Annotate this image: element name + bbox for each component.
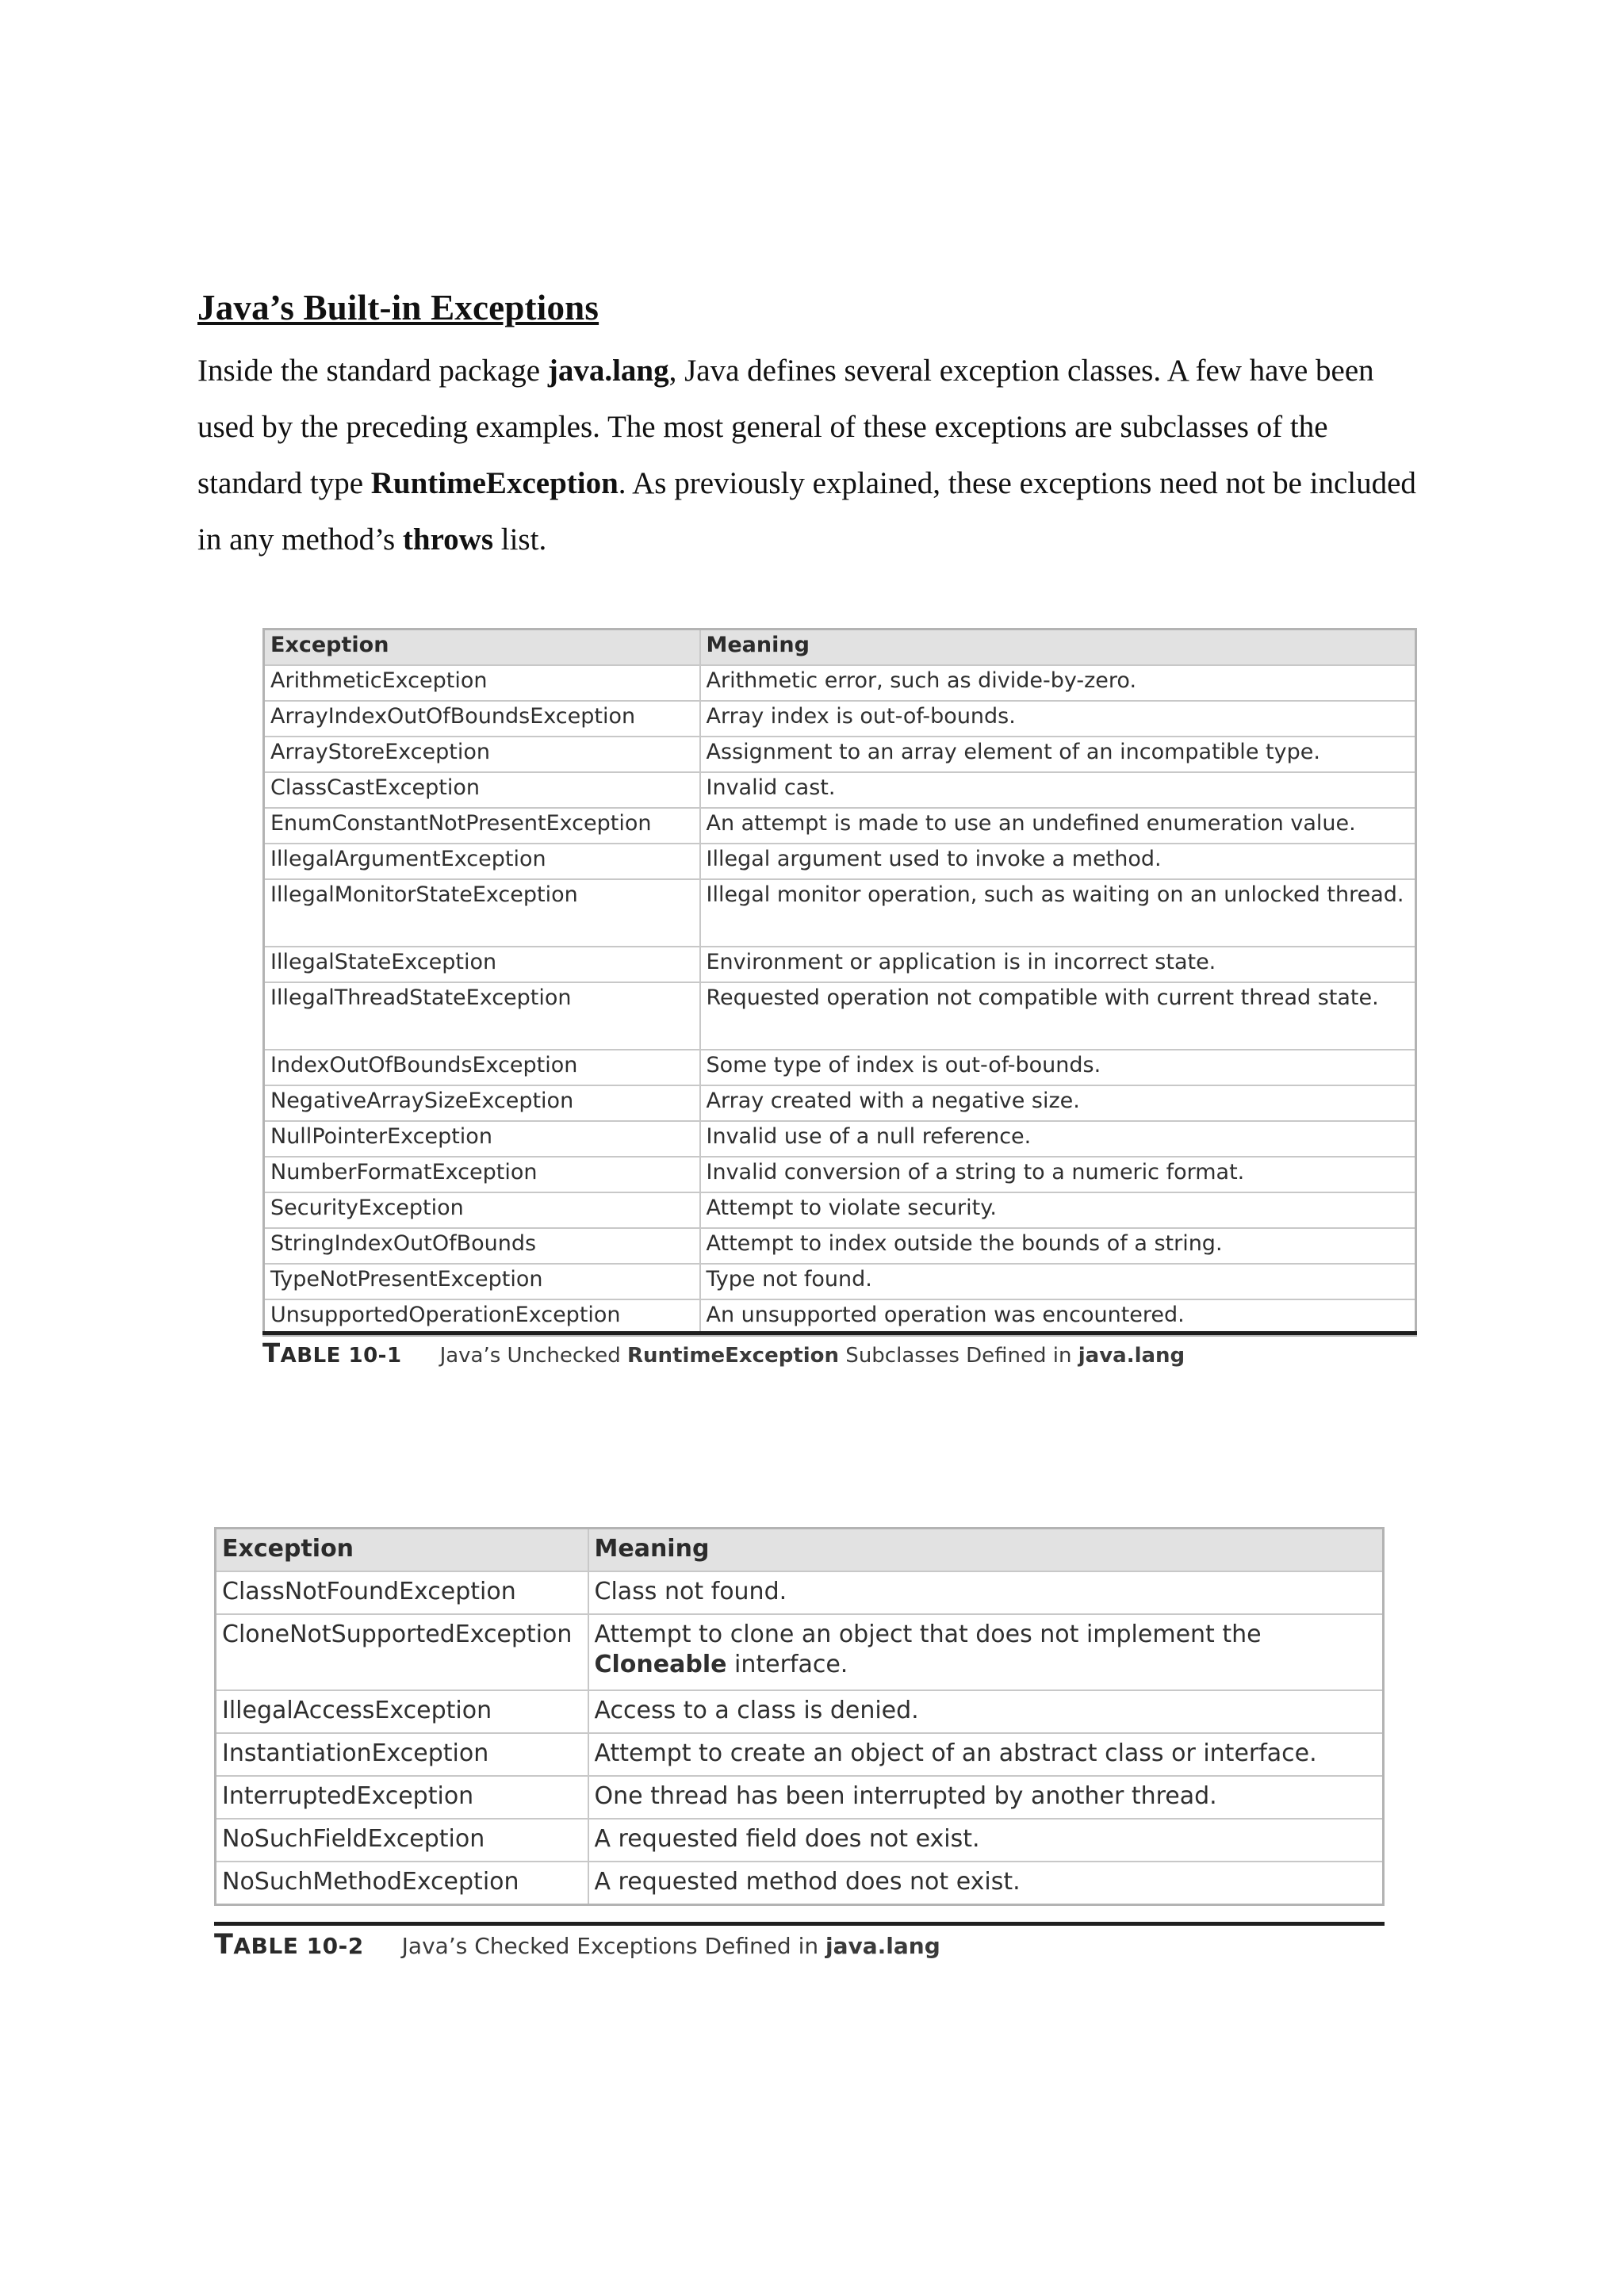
column-header-exception: Exception <box>216 1529 588 1572</box>
table-2-caption: TABLE 10-2 Java’s Checked Exceptions Defined in java.lang <box>214 1929 940 1961</box>
table-header-row <box>216 1529 1384 1572</box>
exception-cell: TypeNotPresentException <box>264 1264 700 1299</box>
meaning-cell: Invalid cast. <box>700 772 1416 808</box>
table-row <box>264 1264 1416 1299</box>
meaning-cell: An attempt is made to use an undefined enumeration value. <box>700 808 1416 844</box>
exception-cell: StringIndexOutOfBounds <box>264 1228 700 1264</box>
table-row <box>264 1192 1416 1228</box>
intro-paragraph <box>197 342 1434 568</box>
table-row <box>216 1862 1384 1905</box>
exception-cell: UnsupportedOperationException <box>264 1299 700 1336</box>
exception-cell: CloneNotSupportedException <box>216 1614 588 1690</box>
intro-bold-java-lang: java.lang <box>547 354 669 388</box>
intro-text-2: , Java defines several exception classes. A few have been used by the preceding examples. The most general of these exceptions are subclasses of the standard type <box>197 354 1374 500</box>
exception-cell: InterruptedException <box>216 1776 588 1819</box>
column-header-meaning: Meaning <box>588 1529 1384 1572</box>
table-header-row <box>264 629 1416 666</box>
meaning-cell: Environment or application is in incorrect state. <box>700 947 1416 982</box>
exception-cell: NumberFormatException <box>264 1157 700 1192</box>
table-row <box>216 1776 1384 1819</box>
table-row <box>264 1050 1416 1085</box>
meaning-cell: Illegal monitor operation, such as waiting on an unlocked thread. <box>700 879 1416 947</box>
table-row <box>264 737 1416 772</box>
exception-cell: IllegalArgumentException <box>264 844 700 879</box>
table-row <box>216 1571 1384 1614</box>
meaning-cell: Access to a class is denied. <box>588 1690 1384 1733</box>
meaning-cell: Invalid use of a null reference. <box>700 1121 1416 1157</box>
meaning-cell: A requested field does not exist. <box>588 1819 1384 1862</box>
meaning-cell: Some type of index is out-of-bounds. <box>700 1050 1416 1085</box>
intro-text-3: . As previously explained, these exceptions need not be included in any method’s <box>197 466 1416 557</box>
table-row <box>264 844 1416 879</box>
meaning-cell: Requested operation not compatible with current thread state. <box>700 982 1416 1050</box>
meaning-cell: An unsupported operation was encountered. <box>700 1299 1416 1336</box>
table-row <box>216 1819 1384 1862</box>
meaning-cell: A requested method does not exist. <box>588 1862 1384 1905</box>
exception-cell: NegativeArraySizeException <box>264 1085 700 1121</box>
table-1-label: TABLE 10-1 <box>262 1338 402 1368</box>
column-header-meaning: Meaning <box>700 629 1416 666</box>
exception-cell: IllegalAccessException <box>216 1690 588 1733</box>
table-row <box>264 982 1416 1050</box>
column-header-exception: Exception <box>264 629 700 666</box>
table-row <box>264 665 1416 701</box>
table-row <box>216 1614 1384 1690</box>
unchecked-exceptions-table <box>262 628 1417 1337</box>
exception-cell: ClassCastException <box>264 772 700 808</box>
meaning-cell: Invalid conversion of a string to a numeric format. <box>700 1157 1416 1192</box>
exception-cell: IllegalThreadStateException <box>264 982 700 1050</box>
meaning-cell: Array index is out-of-bounds. <box>700 701 1416 737</box>
table-row <box>264 1085 1416 1121</box>
table-1-caption-rule <box>262 1331 1417 1335</box>
meaning-cell: Arithmetic error, such as divide-by-zero. <box>700 665 1416 701</box>
table-row <box>264 808 1416 844</box>
exception-cell: IndexOutOfBoundsException <box>264 1050 700 1085</box>
exception-cell: IllegalMonitorStateException <box>264 879 700 947</box>
meaning-cell: Type not found. <box>700 1264 1416 1299</box>
table-row <box>264 701 1416 737</box>
exception-cell: NoSuchFieldException <box>216 1819 588 1862</box>
meaning-cell: One thread has been interrupted by another thread. <box>588 1776 1384 1819</box>
page-title: Java’s Built-in Exceptions <box>197 288 599 327</box>
table-row <box>264 1228 1416 1264</box>
exception-cell: NullPointerException <box>264 1121 700 1157</box>
meaning-cell: Attempt to violate security. <box>700 1192 1416 1228</box>
checked-exceptions-table <box>214 1527 1385 1906</box>
table-1-caption: TABLE 10-1 Java’s Unchecked RuntimeException Subclasses Defined in java.lang <box>262 1338 1185 1368</box>
exception-cell: ArithmeticException <box>264 665 700 701</box>
exception-cell: ArrayStoreException <box>264 737 700 772</box>
table-row <box>264 772 1416 808</box>
meaning-cell: Array created with a negative size. <box>700 1085 1416 1121</box>
table-row <box>264 1121 1416 1157</box>
exception-cell: ArrayIndexOutOfBoundsException <box>264 701 700 737</box>
intro-text-4: list. <box>493 522 547 557</box>
meaning-cell: Attempt to create an object of an abstract class or interface. <box>588 1733 1384 1776</box>
meaning-cell: Assignment to an array element of an incompatible type. <box>700 737 1416 772</box>
table-row <box>264 879 1416 947</box>
exception-cell: IllegalStateException <box>264 947 700 982</box>
exception-cell: EnumConstantNotPresentException <box>264 808 700 844</box>
intro-bold-runtime-exception: RuntimeException <box>370 466 619 500</box>
table-row <box>264 947 1416 982</box>
exception-cell: SecurityException <box>264 1192 700 1228</box>
meaning-cell: Attempt to index outside the bounds of a string. <box>700 1228 1416 1264</box>
meaning-cell: Attempt to clone an object that does not implement the Cloneable interface. <box>588 1614 1384 1690</box>
meaning-cell: Illegal argument used to invoke a method. <box>700 844 1416 879</box>
table-row <box>216 1733 1384 1776</box>
meaning-cell: Class not found. <box>588 1571 1384 1614</box>
exception-cell: NoSuchMethodException <box>216 1862 588 1905</box>
table-2-label: TABLE 10-2 <box>214 1929 364 1961</box>
table-row <box>264 1299 1416 1336</box>
table-row <box>216 1690 1384 1733</box>
exception-cell: ClassNotFoundException <box>216 1571 588 1614</box>
table-row <box>264 1157 1416 1192</box>
exception-cell: InstantiationException <box>216 1733 588 1776</box>
table-2-caption-rule <box>214 1922 1385 1926</box>
intro-text-1: Inside the standard package <box>197 354 548 388</box>
intro-bold-throws: throws <box>402 522 494 557</box>
